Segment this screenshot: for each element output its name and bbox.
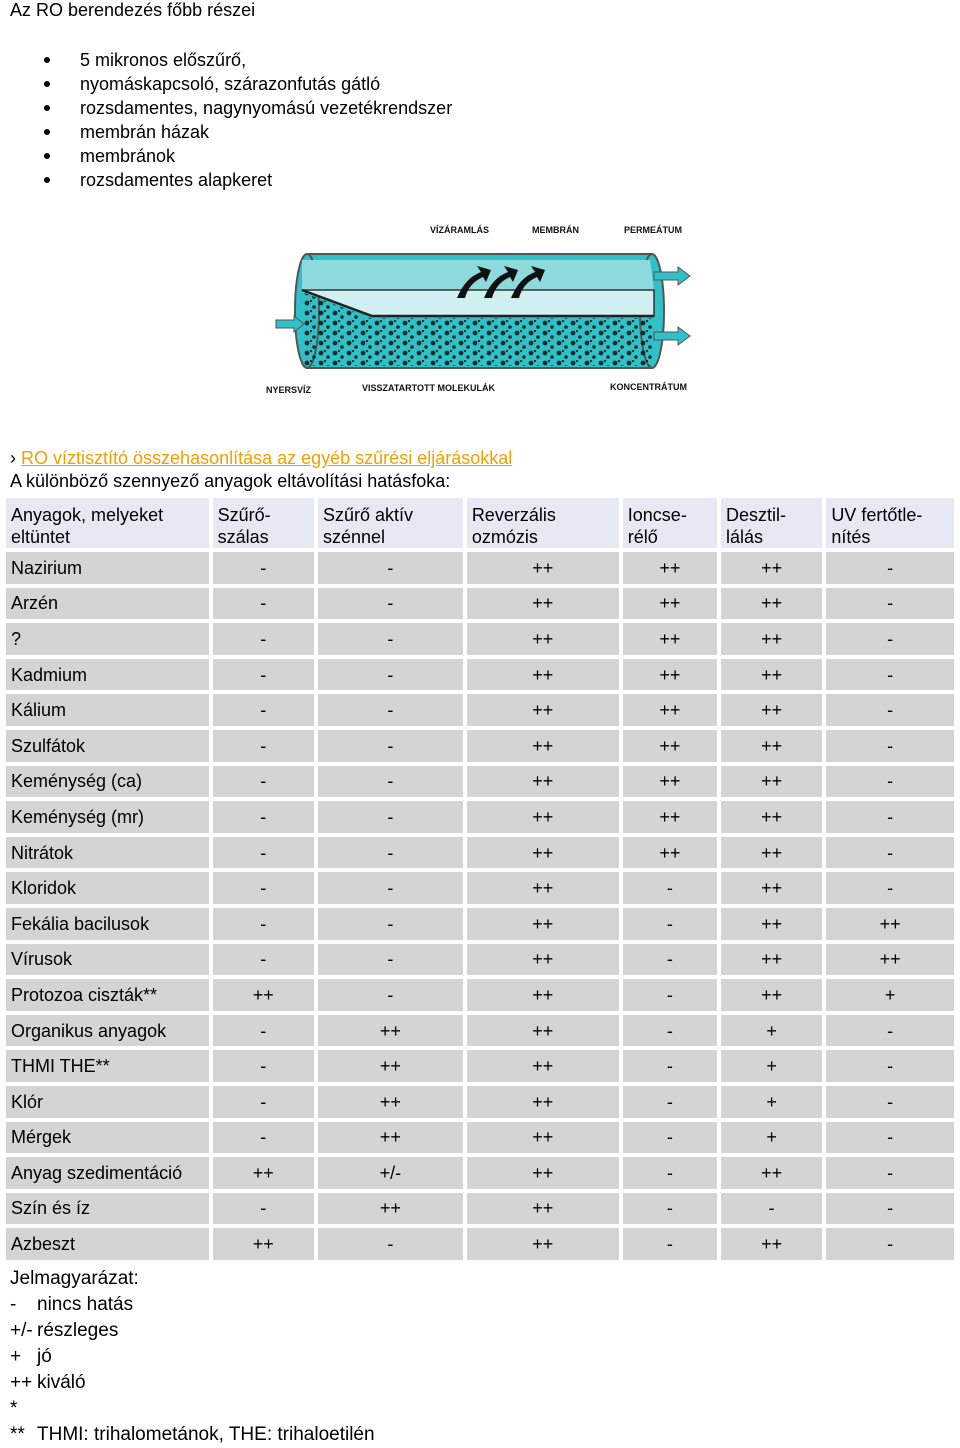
rating-cell: - (826, 659, 954, 691)
rating-cell: - (318, 730, 463, 762)
rating-cell: + (721, 1122, 822, 1154)
rating-cell: ++ (623, 659, 717, 691)
rating-cell: ++ (318, 1122, 463, 1154)
rating-cell: - (721, 1193, 822, 1225)
rating-cell: ++ (467, 552, 619, 584)
column-header: UV fertőtle- nítés (826, 498, 954, 548)
rating-cell: - (623, 1050, 717, 1082)
rating-cell: - (318, 659, 463, 691)
table-row (6, 872, 954, 904)
legend-symbol: + (10, 1346, 22, 1367)
legend-symbol: * (10, 1398, 18, 1419)
substance-cell: Kloridok (6, 872, 209, 904)
table-row (6, 659, 954, 691)
rating-cell: - (213, 1122, 314, 1154)
table-row (6, 1015, 954, 1047)
page-title: Az RO berendezés főbb részei (10, 0, 256, 20)
table-row (6, 944, 954, 976)
substance-cell: Vírusok (6, 944, 209, 976)
rating-cell: - (213, 659, 314, 691)
rating-cell: ++ (213, 1228, 314, 1260)
rating-cell: - (318, 979, 463, 1011)
rating-cell: - (318, 694, 463, 726)
label-retained: VISSZATARTOTT MOLEKULÁK (362, 383, 495, 393)
column-header: Desztil- lálás (721, 498, 822, 548)
column-header: Szűrő- szálas (213, 498, 314, 548)
rating-cell: + (721, 1050, 822, 1082)
legend-symbol: +/- (10, 1320, 33, 1341)
rating-cell: ++ (623, 837, 717, 869)
substance-cell: Azbeszt (6, 1228, 209, 1260)
substance-cell: Fekália bacilusok (6, 908, 209, 940)
rating-cell: ++ (213, 1157, 314, 1189)
substance-cell: Kálium (6, 694, 209, 726)
label-concentrate: KONCENTRÁTUM (610, 382, 687, 392)
rating-cell: ++ (467, 623, 619, 655)
list-item-text: membránok (80, 146, 176, 166)
table-row (6, 1050, 954, 1082)
substance-cell: ? (6, 623, 209, 655)
label-permeate: PERMEÁTUM (624, 225, 682, 235)
rating-cell: - (826, 766, 954, 798)
table-row (6, 552, 954, 584)
legend-text: THMI: trihalometánok, THE: trihaloetilén (37, 1424, 375, 1445)
column-header: Szűrő aktív szénnel (318, 498, 463, 548)
substance-cell: Keménység (mr) (6, 801, 209, 833)
table-row (6, 623, 954, 655)
comparison-link-line (10, 447, 512, 469)
rating-cell: - (826, 872, 954, 904)
table-row (6, 908, 954, 940)
rating-cell: - (623, 1086, 717, 1118)
list-item (40, 120, 452, 144)
list-item-text: rozsdamentes, nagynyomású vezetékrendszer (80, 98, 453, 118)
substance-cell: Mérgek (6, 1122, 209, 1154)
rating-cell: ++ (721, 944, 822, 976)
rating-cell: ++ (721, 1157, 822, 1189)
rating-cell: + (826, 979, 954, 1011)
list-item (40, 48, 452, 72)
column-header: Reverzális ozmózis (467, 498, 619, 548)
substance-cell: Anyag szedimentáció (6, 1157, 209, 1189)
table-row (6, 1193, 954, 1225)
rating-cell: - (213, 801, 314, 833)
rating-cell: + (721, 1086, 822, 1118)
rating-cell: ++ (721, 801, 822, 833)
legend-text: kiváló (37, 1372, 86, 1393)
rating-cell: - (623, 872, 717, 904)
rating-cell: ++ (467, 801, 619, 833)
rating-cell: - (826, 694, 954, 726)
rating-cell: ++ (721, 872, 822, 904)
list-item (40, 96, 452, 120)
rating-cell: - (826, 623, 954, 655)
list-item (40, 72, 452, 96)
column-header: Ioncse- rélő (623, 498, 717, 548)
rating-cell: - (318, 908, 463, 940)
rating-cell: ++ (721, 588, 822, 620)
rating-cell: - (318, 552, 463, 584)
rating-cell: - (318, 872, 463, 904)
label-raw: NYERSVÍZ (266, 385, 312, 395)
rating-cell: ++ (721, 908, 822, 940)
table-row (6, 801, 954, 833)
substance-cell: Szín és íz (6, 1193, 209, 1225)
rating-cell: ++ (467, 908, 619, 940)
substance-cell: Nitrátok (6, 837, 209, 869)
rating-cell: ++ (721, 766, 822, 798)
rating-cell: - (213, 588, 314, 620)
rating-cell: ++ (467, 872, 619, 904)
list-item-text: 5 mikronos előszűrő, (80, 50, 247, 70)
legend-symbol: ** (10, 1424, 25, 1445)
rating-cell: - (213, 623, 314, 655)
rating-cell: ++ (318, 1015, 463, 1047)
substance-cell: Protozoa ciszták** (6, 979, 209, 1011)
rating-cell: ++ (467, 1122, 619, 1154)
list-item-text: nyomáskapcsoló, szárazonfutás gátló (80, 74, 381, 94)
rating-cell: ++ (467, 1157, 619, 1189)
substance-cell: THMI THE** (6, 1050, 209, 1082)
rating-cell: ++ (467, 766, 619, 798)
list-item (40, 144, 452, 168)
legend-item (10, 1396, 375, 1422)
substance-cell: Klór (6, 1086, 209, 1118)
table-row (6, 1157, 954, 1189)
rating-cell: - (213, 552, 314, 584)
rating-cell: ++ (721, 1228, 822, 1260)
rating-cell: ++ (467, 730, 619, 762)
substance-cell: Szulfátok (6, 730, 209, 762)
table-row (6, 588, 954, 620)
bullet-icon (44, 57, 50, 63)
table-row (6, 1086, 954, 1118)
rating-cell: - (623, 944, 717, 976)
legend-text: nincs hatás (37, 1294, 134, 1315)
column-header: Anyagok, melyeket eltüntet (6, 498, 209, 548)
table-header-row (6, 498, 954, 548)
rating-cell: ++ (318, 1050, 463, 1082)
rating-cell: ++ (623, 623, 717, 655)
rating-cell: - (826, 1122, 954, 1154)
rating-cell: - (213, 694, 314, 726)
rating-cell: - (826, 552, 954, 584)
rating-cell: - (623, 1122, 717, 1154)
rating-cell: ++ (623, 694, 717, 726)
table-row (6, 730, 954, 762)
rating-cell: - (826, 730, 954, 762)
rating-cell: - (318, 837, 463, 869)
legend-item (10, 1318, 375, 1344)
legend-symbol: ++ (10, 1372, 33, 1393)
rating-cell: ++ (623, 552, 717, 584)
bullet-icon (44, 105, 50, 111)
rating-cell: - (213, 1050, 314, 1082)
table-row (6, 1122, 954, 1154)
rating-cell: ++ (721, 552, 822, 584)
rating-cell: ++ (467, 944, 619, 976)
rating-cell: ++ (467, 588, 619, 620)
rating-cell: ++ (721, 659, 822, 691)
rating-cell: ++ (623, 730, 717, 762)
legend-text: részleges (37, 1320, 119, 1341)
rating-cell: - (826, 1015, 954, 1047)
ro-membrane-diagram (262, 220, 702, 400)
table-row (6, 1228, 954, 1260)
legend-text: jó (37, 1346, 52, 1367)
legend (10, 1266, 375, 1448)
bullet-icon (44, 153, 50, 159)
comparison-table (2, 494, 958, 1264)
rating-cell: ++ (467, 1050, 619, 1082)
rating-cell: - (213, 872, 314, 904)
table-row (6, 837, 954, 869)
label-flow: VÍZÁRAMLÁS (430, 225, 489, 235)
bullet-icon (44, 177, 50, 183)
rating-cell: ++ (467, 694, 619, 726)
rating-cell: - (213, 944, 314, 976)
rating-cell: - (826, 1193, 954, 1225)
rating-cell: ++ (721, 979, 822, 1011)
rating-cell: - (826, 588, 954, 620)
rating-cell: ++ (318, 1193, 463, 1225)
rating-cell: ++ (721, 623, 822, 655)
rating-cell: ++ (467, 659, 619, 691)
table-row (6, 979, 954, 1011)
list-item-text: membrán házak (80, 122, 210, 142)
substance-cell: Kadmium (6, 659, 209, 691)
rating-cell: ++ (623, 588, 717, 620)
rating-cell: ++ (467, 1086, 619, 1118)
rating-cell: - (213, 1015, 314, 1047)
substance-cell: Nazirium (6, 552, 209, 584)
rating-cell: - (826, 801, 954, 833)
rating-cell: ++ (721, 694, 822, 726)
rating-cell: - (826, 1157, 954, 1189)
rating-cell: - (318, 766, 463, 798)
rating-cell: - (826, 1086, 954, 1118)
rating-cell: - (213, 1193, 314, 1225)
rating-cell: ++ (721, 837, 822, 869)
rating-cell: - (623, 1228, 717, 1260)
parts-list (40, 48, 452, 192)
rating-cell: ++ (623, 801, 717, 833)
legend-item (10, 1344, 375, 1370)
chevron-right-icon: › (10, 448, 16, 468)
rating-cell: ++ (826, 908, 954, 940)
rating-cell: - (826, 1050, 954, 1082)
substance-cell: Keménység (ca) (6, 766, 209, 798)
rating-cell: - (213, 1086, 314, 1118)
rating-cell: - (318, 623, 463, 655)
table-intro: A különböző szennyező anyagok eltávolítási hatásfoka: (10, 471, 451, 491)
rating-cell: - (318, 801, 463, 833)
rating-cell: - (826, 1228, 954, 1260)
rating-cell: - (826, 837, 954, 869)
rating-cell: - (623, 908, 717, 940)
substance-cell: Arzén (6, 588, 209, 620)
comparison-link[interactable]: RO víztisztító összehasonlítása az egyéb szűrési eljárásokkal (21, 448, 513, 468)
rating-cell: ++ (467, 1228, 619, 1260)
label-membrane: MEMBRÁN (532, 225, 579, 235)
bullet-icon (44, 129, 50, 135)
rating-cell: - (318, 588, 463, 620)
table-row (6, 766, 954, 798)
table-row (6, 694, 954, 726)
substance-cell: Organikus anyagok (6, 1015, 209, 1047)
rating-cell: - (213, 730, 314, 762)
rating-cell: - (213, 837, 314, 869)
legend-item (10, 1422, 375, 1448)
rating-cell: ++ (318, 1086, 463, 1118)
rating-cell: - (213, 766, 314, 798)
legend-item (10, 1370, 375, 1396)
legend-item (10, 1292, 375, 1318)
rating-cell: ++ (467, 979, 619, 1011)
rating-cell: ++ (467, 1015, 619, 1047)
rating-cell: - (318, 1228, 463, 1260)
legend-symbol: - (10, 1294, 17, 1315)
rating-cell: - (318, 944, 463, 976)
rating-cell: - (623, 1015, 717, 1047)
rating-cell: ++ (721, 730, 822, 762)
list-item (40, 168, 452, 192)
rating-cell: ++ (467, 837, 619, 869)
rating-cell: - (623, 1193, 717, 1225)
list-item-text: rozsdamentes alapkeret (80, 170, 273, 190)
rating-cell: - (213, 908, 314, 940)
rating-cell: ++ (826, 944, 954, 976)
bullet-icon (44, 81, 50, 87)
rating-cell: ++ (213, 979, 314, 1011)
legend-title: Jelmagyarázat: (10, 1268, 139, 1289)
rating-cell: - (623, 1157, 717, 1189)
rating-cell: + (721, 1015, 822, 1047)
rating-cell: +/- (318, 1157, 463, 1189)
rating-cell: ++ (467, 1193, 619, 1225)
rating-cell: ++ (623, 766, 717, 798)
rating-cell: - (623, 979, 717, 1011)
